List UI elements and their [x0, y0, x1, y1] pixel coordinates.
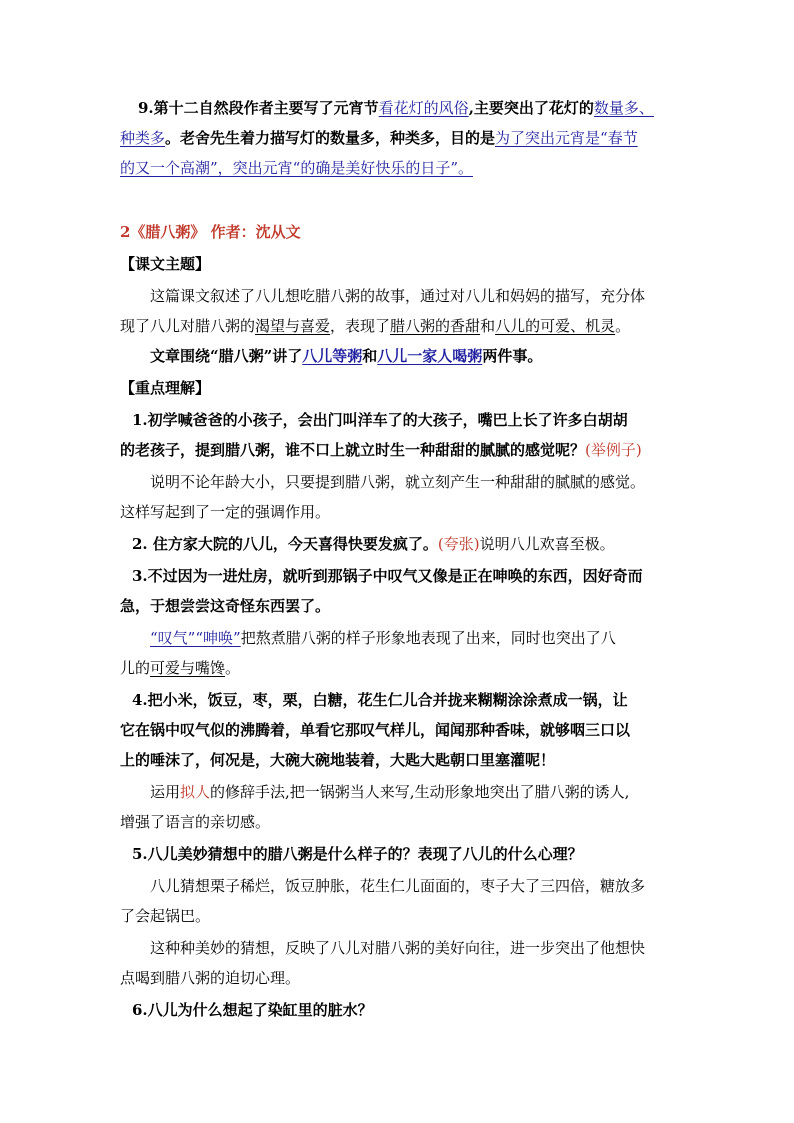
- answer-text: 说明八儿欢喜至极。: [479, 535, 615, 553]
- rhetoric-tag: (举例子): [585, 441, 642, 459]
- item9-text: ,主要突出了花灯的: [468, 99, 594, 117]
- answer-text: 儿的: [120, 659, 151, 677]
- theme-line1: 这篇课文叙述了八儿想吃腊八粥的故事，通过对八儿和妈妈的描写，充分体: [150, 287, 646, 305]
- theme-text: ，表现了: [330, 317, 391, 335]
- answer-text: 把熬煮腊八粥的样子形象地表现了出来，同时也突出了八: [240, 629, 616, 647]
- answer-3-line2: [120, 658, 240, 678]
- item9-line1: [138, 98, 654, 118]
- answer-text: 。: [225, 659, 241, 677]
- theme-underlined: 八儿的可爱、机灵: [495, 317, 616, 335]
- item9-line3: 的又一个高潮”，突出元宵“的确是美好快乐的日子”。: [120, 159, 474, 177]
- rhetoric-tag: (夸张): [437, 535, 480, 553]
- theme-text: 和: [480, 317, 496, 335]
- item9-text: 。老舍先生着力描写灯的数量多，种类多，目的是: [165, 129, 496, 147]
- question-5: 5.八儿美妙猜想中的腊八粥是什么样子的？表现了八儿的什么心理？: [132, 845, 583, 863]
- theme-line2: [120, 316, 630, 336]
- theme-text: 两件事。: [482, 347, 543, 365]
- item9-line2: [120, 128, 638, 148]
- answer-text: 的修辞手法,把一锅粥当人来写,生动形象地突出了腊八粥的诱人,: [210, 783, 630, 801]
- answer-text: 运用: [150, 783, 181, 801]
- answer-3-line1: [150, 628, 616, 648]
- answer-5-line4: 点喝到腊八粥的迫切心理。: [120, 969, 301, 987]
- answer-5-line1: 八儿猜想栗子稀烂，饭豆肿胀，花生仁儿面面的，枣子大了三四倍，糖放多: [150, 877, 646, 895]
- rhetoric-tag: 拟人: [180, 783, 211, 801]
- question-3-line2: 急，于想尝尝这奇怪东西罢了。: [120, 597, 331, 615]
- question-6: 6.八儿为什么想起了染缸里的脏水？: [132, 1001, 373, 1019]
- item9-answer: 看花灯的风俗: [378, 99, 469, 117]
- question-4-line3: 上的唾沫了，何况是，大碗大碗地装着，大匙大匙朝口里塞灌呢！: [120, 751, 556, 769]
- answer-underlined: 可爱与嘴馋: [150, 659, 226, 677]
- item9-answer: 数量多、: [593, 99, 654, 117]
- question-1-line2: [120, 440, 642, 460]
- theme-text: 文章围绕“腊八粥”讲了: [150, 347, 303, 365]
- answer-4-line1: [150, 782, 629, 802]
- question-4-line1: 4.把小米，饭豆，枣，栗，白糖，花生仁儿合并拢来糊糊涂涂煮成一锅，让: [132, 691, 628, 709]
- theme-line3: [150, 346, 542, 366]
- theme-underlined: 渴望与喜爱: [255, 317, 331, 335]
- question-2: [132, 534, 615, 554]
- question-4-line2: 它在锅中叹气似的沸腾着，单看它那叹气样儿，闻闻那种香味，就够咽三口以: [120, 721, 631, 739]
- question-text: 2. 住方家大院的八儿，今天喜得快要发疯了。: [132, 535, 438, 553]
- answer-quote: “叹气”“呻唤”: [150, 629, 241, 647]
- question-text: 的老孩子，提到腊八粥，谁不口上就立时生一种甜甜的腻腻的感觉呢？: [120, 441, 586, 459]
- key-header: 【重点理解】: [120, 379, 211, 397]
- theme-text: 。: [615, 317, 631, 335]
- item9-text: 9.第十二自然段作者主要写了元宵节: [138, 99, 379, 117]
- item9-answer: 种类多: [120, 129, 166, 147]
- theme-underlined: 腊八粥的香甜: [390, 317, 481, 335]
- answer-4-line2: 增强了语言的亲切感。: [120, 813, 271, 831]
- question-1-line1: 1.初学喊爸爸的小孩子，会出门叫洋车了的大孩子，嘴巴上长了许多白胡胡: [132, 411, 628, 429]
- theme-header: 【课文主题】: [120, 255, 211, 273]
- theme-text: 现了八儿对腊八粥的: [120, 317, 256, 335]
- lesson-title: 2《腊八粥》 作者：沈从文: [120, 223, 301, 241]
- answer-5-line2: 了会起锅巴。: [120, 907, 211, 925]
- theme-event: 八儿一家人喝粥: [377, 347, 483, 365]
- theme-text: 和: [362, 347, 378, 365]
- theme-event: 八儿等粥: [302, 347, 363, 365]
- answer-1-line1: 说明不论年龄大小，只要提到腊八粥，就立刻产生一种甜甜的腻腻的感觉。: [150, 473, 646, 491]
- question-3-line1: 3.不过因为一进灶房，就听到那锅子中叹气又像是正在呻唤的东西，因好奇而: [132, 567, 643, 585]
- answer-5-line3: 这种种美妙的猜想，反映了八儿对腊八粥的美好向往，进一步突出了他想快: [150, 939, 646, 957]
- item9-answer: 为了突出元宵是“春节: [495, 129, 638, 147]
- answer-1-line2: 这样写起到了一定的强调作用。: [120, 503, 331, 521]
